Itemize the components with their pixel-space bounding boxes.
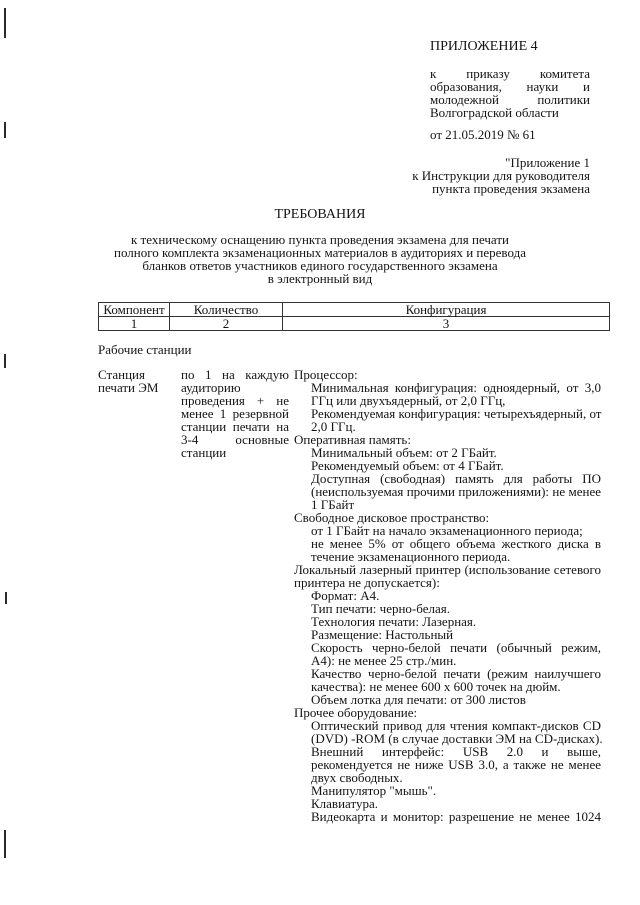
configuration-line: двух свободных. [311,770,403,785]
appendix-ref-line: "Приложение 1 [505,155,590,170]
scan-mark [4,830,6,858]
configuration-line: Размещение: Настольный [311,627,454,642]
quantity-cell [181,368,289,459]
quantity-line: аудиторию [181,380,241,395]
configuration-line: от 1 ГБайт на начало экзаменационного периода; [311,523,583,538]
column-number: 1 [99,317,170,331]
appendix-ref-line: пункта проведения экзамена [432,181,590,196]
configuration-line: Рекомендуемый объем: от 4 ГБайт. [311,458,504,473]
configuration-line: Скорость черно-белой печати (обычный режим, [311,640,601,655]
order-line: Волгоградской области [430,105,559,120]
quantity-line: менее 1 резервной [181,406,289,421]
header-quantity: Количество [170,303,283,317]
configuration-line: ГГц или двухъядерный, от 2,0 ГГц, [311,393,506,408]
configuration-line: Клавиатура. [311,796,378,811]
configuration-line: Видеокарта и монитор: разрешение не менее 1024 [311,809,601,824]
order-date: от 21.05.2019 № 61 [430,127,536,142]
quantity-line: по 1 на каждую [181,367,289,382]
header-component: Компонент [99,303,170,317]
configuration-line: Манипулятор "мышь". [311,783,437,798]
configuration-cell [294,368,601,823]
quantity-line: 3-4 основные [181,432,289,447]
configuration-line: 1 ГБайт [311,497,355,512]
order-line: образования, науки и [430,79,590,94]
configuration-line: А4): не менее 25 стр./мин. [311,653,457,668]
configuration-line: Рекомендуемая конфигурация: четырехъядерный, от [311,406,602,421]
table-number-row [99,317,610,331]
scan-mark [4,122,6,138]
document-subtitle [80,233,560,285]
configuration-line: Прочее оборудование: [294,705,418,720]
subtitle-line: к техническому оснащению пункта проведения экзамена для печати [130,232,510,247]
configuration-line: (неиспользуемая прочими приложениями): не менее [311,484,601,499]
configuration-line: рекомендуется не ниже USB 3.0, а также не менее [311,757,601,772]
configuration-line: качества): не менее 600 х 600 точек на дюйм. [311,679,561,694]
configuration-line: не менее 5% от общего объема жесткого диска в [311,536,601,551]
scan-mark [5,592,7,604]
column-number: 2 [170,317,283,331]
configuration-line: Внешний интерфейс: USB 2.0 и выше, [311,744,601,759]
column-number: 3 [283,317,610,331]
configuration-line: Оптический привод для чтения компакт-дисков CD [311,718,601,733]
order-line: молодежной политики [430,92,590,107]
configuration-line: Свободное дисковое пространство: [294,510,490,525]
configuration-line: течение экзаменационного периода. [311,549,511,564]
configuration-line: Минимальный объем: от 2 ГБайт. [311,445,497,460]
component-line: печати ЭМ [98,380,159,395]
quantity-line: станции [181,445,227,460]
table-header-row [99,303,610,317]
section-label: Рабочие станции [98,342,192,357]
scan-mark [4,354,6,368]
configuration-line: Доступная (свободная) память для работы ПО [311,471,601,486]
configuration-line: Процессор: [294,367,358,382]
configuration-line: (DVD) -ROM (в случае доставки ЭМ на CD-дисках). [311,731,603,746]
configuration-line: Оперативная память: [294,432,411,447]
subtitle-line: в электронный вид [267,271,373,286]
configuration-line: Технология печати: Лазерная. [311,614,477,629]
configuration-line: Локальный лазерный принтер (использование сетевого [294,562,601,577]
quantity-line: проведения + не [181,393,289,408]
configuration-line: Качество черно-белой печати (режим наилучшего [311,666,601,681]
header-configuration: Конфигурация [283,303,610,317]
configuration-line: 2,0 ГГц. [311,419,356,434]
subtitle-line: бланков ответов участников единого государственного экзамена [142,258,498,273]
component-cell [98,368,170,394]
configuration-line: Тип печати: черно-белая. [311,601,450,616]
configuration-line: принтера не допускается): [294,575,440,590]
requirements-table-header [98,302,610,331]
configuration-line: Формат: А4. [311,588,380,603]
component-line: Станция [98,367,145,382]
quantity-line: станции печати на [181,419,289,434]
order-reference [430,67,590,119]
order-line: к приказу комитета [430,66,590,81]
subtitle-line: полного комплекта экзаменационных материалов в аудиториях и перевода [114,245,526,260]
configuration-line: Минимальная конфигурация: одноядерный, от 3,0 [311,380,601,395]
document-title: ТРЕБОВАНИЯ [274,207,366,222]
appendix-reference [340,156,590,195]
appendix-ref-line: к Инструкции для руководителя [412,168,590,183]
appendix-title: ПРИЛОЖЕНИЕ 4 [430,39,538,54]
configuration-line: Объем лотка для печати: от 300 листов [311,692,526,707]
scan-mark [4,8,6,38]
